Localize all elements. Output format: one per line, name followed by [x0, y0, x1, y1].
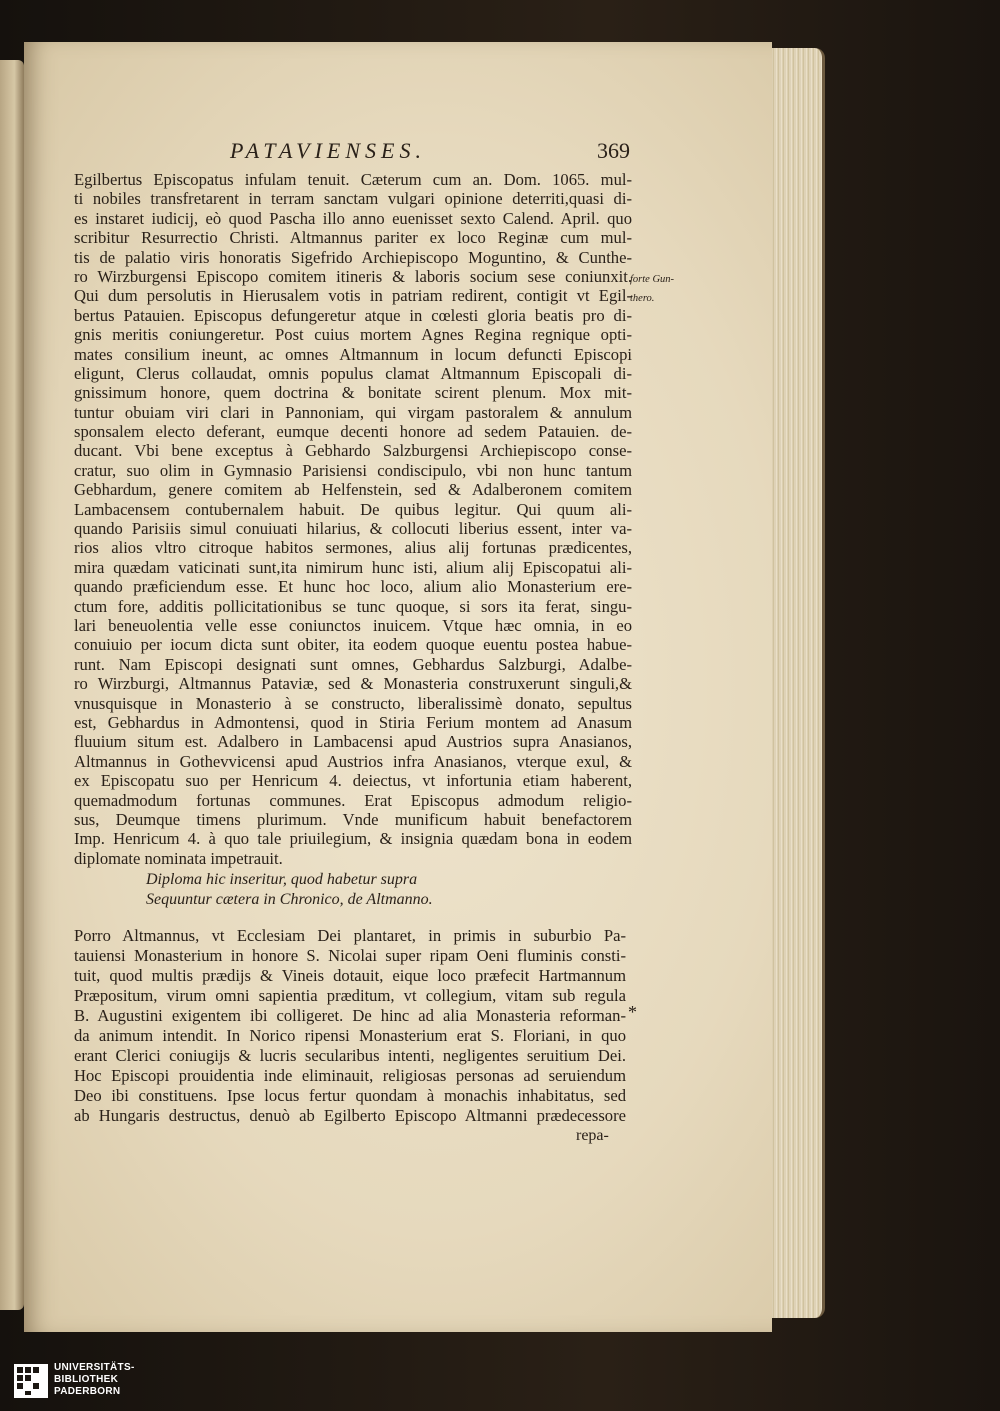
- text-line: tuit, quod multis prædijs & Vineis dotauit, eique loco præfecit Hartmannum: [74, 966, 626, 985]
- asterisk-mark: *: [628, 1002, 637, 1022]
- page-header: [230, 138, 630, 168]
- library-logo-text: [54, 1362, 135, 1398]
- text-line: cratur, suo olim in Gymnasio Parisiensi condiscipulo, vbi non hunc tantum: [74, 460, 632, 480]
- text-line: ro Wirzburgi, Altmannus Pataviæ, sed & Monasteria construxerunt singuli,&: [74, 674, 632, 694]
- facing-page-edge: [0, 60, 24, 1310]
- text-line: sponsalem electo deferant, eumque decenti honore ad sedem Patauien. de-: [74, 422, 632, 442]
- text-line: Hoc Episcopi prouidentia inde eliminauit, religiosas personas ad seruiendum: [74, 1066, 626, 1085]
- catchword: repa-: [576, 1127, 609, 1144]
- logo-line: BIBLIOTHEK: [54, 1374, 119, 1385]
- text-line: quando præficiendum esse. Et hunc hoc loco, alium alio Monasterium ere-: [74, 577, 632, 597]
- text-line: quemadmodum fortunas communes. Erat Episcopus admodum religio-: [74, 790, 632, 810]
- page-number: 369: [597, 138, 630, 163]
- insert-line: Diploma hic inseritur, quod habetur supra: [146, 871, 418, 888]
- margin-note: [630, 270, 674, 308]
- text-line: quando Parisiis simul conuiuati hilarius, & collocuti liberius essent, inter va-: [74, 519, 632, 539]
- text-line: tauiensi Monasterium in honore S. Nicolai super ripam Oeni fluminis consti-: [74, 946, 626, 965]
- inserted-note: [146, 870, 546, 910]
- logo-line: UNIVERSITÄTS-: [54, 1362, 135, 1373]
- text-line: ducant. Vbi bene exceptus à Gebhardo Salzburgensi Archiepiscopo conse-: [74, 441, 632, 461]
- running-head: PATAVIENSES.: [230, 138, 426, 163]
- text-line: diplomate nominata impetrauit.: [74, 848, 283, 868]
- text-line: Altmannus in Gothevvicensi apud Austrios infra Anasianos, vterque exul, &: [74, 751, 632, 771]
- text-line: ro Wirzburgensi Episcopo comitem itineris & laboris socium sese coniunxit.: [74, 266, 632, 286]
- text-line: ex Episcopatu suo per Henricum 4. deiectus, vt infortunia etiam haberent,: [74, 771, 632, 791]
- text-line: Porro Altmannus, vt Ecclesiam Dei plantaret, in primis in suburbio Pa-: [74, 926, 626, 945]
- text-line: da animum intendit. In Norico ripensi Monasterium erat S. Floriani, in quo: [74, 1026, 626, 1045]
- text-line: rios alios vltro citroque habitos sermones, alius alij fortunas prædicentes,: [74, 538, 632, 558]
- logo-line: PADERBORN: [54, 1386, 121, 1397]
- text-line: vnusquisque in Monasterio à se constructo, liberalissimè donato, sepultus: [74, 693, 632, 713]
- library-logo-icon: [14, 1364, 48, 1398]
- text-line: est, Gebhardus in Admontensi, quod in Stiria Ferium montem ad Anasum: [74, 712, 632, 732]
- text-line: Qui dum persolutis in Hierusalem votis in patriam redirent, contigit vt Egil-: [74, 286, 632, 306]
- text-line: runt. Nam Episcopi designati sunt omnes, Gebhardus Salzburgi, Adalbe-: [74, 654, 632, 674]
- text-line: conuiuio per iocum dicta sunt obiter, ita eodem quoque euentu postea habue-: [74, 635, 632, 655]
- text-line: mates consilium ineunt, ac omnes Altmannum in locum defuncti Episcopi: [74, 344, 632, 364]
- text-line: gnissimum honore, quem doctrina & bonitate scirent plenum. Mox mit-: [74, 383, 632, 403]
- insert-line: Sequuntur cætera in Chronico, de Altmanno.: [146, 891, 433, 908]
- text-line: erant Clerici coniugijs & lucris secularibus intenti, negligentes seruitium Dei.: [74, 1046, 626, 1065]
- text-line: sus, Deumque timens plurimum. Vnde munificum habuit benefactorem: [74, 809, 632, 829]
- margin-note-line: forte Gun-: [630, 274, 675, 285]
- text-line: gnis meritis coniungeretur. Post cuius mortem Agnes Regina regnique opti-: [74, 325, 632, 345]
- text-line: lari beneuolentia velle esse coniunctos inuicem. Vtque hæc omnia, in eo: [74, 615, 632, 635]
- text-line: es instaret iudicij, eò quod Pascha illo anno euenisset sexto Calend. April. quo: [74, 208, 632, 228]
- text-line: ctum fore, additis pollicitationibus se tunc quoque, si sors ita ferat, singu-: [74, 596, 632, 616]
- library-logo: [14, 1362, 174, 1402]
- text-line: Egilbertus Episcopatus infulam tenuit. Cæterum cum an. Dom. 1065. mul-: [74, 170, 632, 189]
- margin-note-line: thero.: [630, 293, 655, 304]
- text-line: ti nobiles transfretarent in terram sanctam vulgari opinione deterriti,quasi di-: [74, 189, 632, 209]
- text-line: tuntur obuiam viri clari in Pannoniam, qui virgam pastoralem & annulum: [74, 402, 632, 422]
- paragraph-main: [74, 170, 632, 868]
- text-line: B. Augustini exigentem ibi colligeret. De hinc ad alia Monasteria reforman-: [74, 1006, 626, 1025]
- text-line: fluuium situm est. Adalbero in Lambacensi apud Austrios supra Anasianos,: [74, 732, 632, 752]
- text-line: Deo ibi constituens. Ipse locus fertur quondam à monachis inhabitatus, sed: [74, 1086, 626, 1105]
- text-line: Præpositum, virum omni sapientia præditum, vt collegium, vitam sub regula: [74, 986, 626, 1005]
- text-line: Lambacensem contubernalem habuit. De quibus legitur. Qui quum ali-: [74, 499, 632, 519]
- text-line: tis de palatio viris honoratis Sigefrido Archiepiscopo Moguntino, & Cunthe-: [74, 247, 632, 267]
- paragraph-second: [74, 926, 626, 1126]
- text-line: mira quædam vaticinati sunt,ita nimirum hunc isti, alium alij Episcopatui ali-: [74, 557, 632, 577]
- text-line: eligunt, Clerus collaudat, omnis populus clamat Altmannum Episcopali di-: [74, 363, 632, 383]
- text-line: bertus Patauien. Episcopus defungeretur atque in cœlesti gloria beatis pro di-: [74, 305, 632, 325]
- text-line: Gebhardum, genere comitem ab Helfenstein, sed & Adalberonem comitem: [74, 480, 632, 500]
- text-line: scribitur Resurrectio Christi. Altmannus pariter ex loco Reginæ cum mul-: [74, 228, 632, 248]
- text-line: ab Hungaris destructus, denuò ab Egilberto Episcopo Altmanni prædecessore: [74, 1106, 626, 1125]
- text-line: Imp. Henricum 4. à quo tale priuilegium, & insignia quædam bona in eodem: [74, 829, 632, 849]
